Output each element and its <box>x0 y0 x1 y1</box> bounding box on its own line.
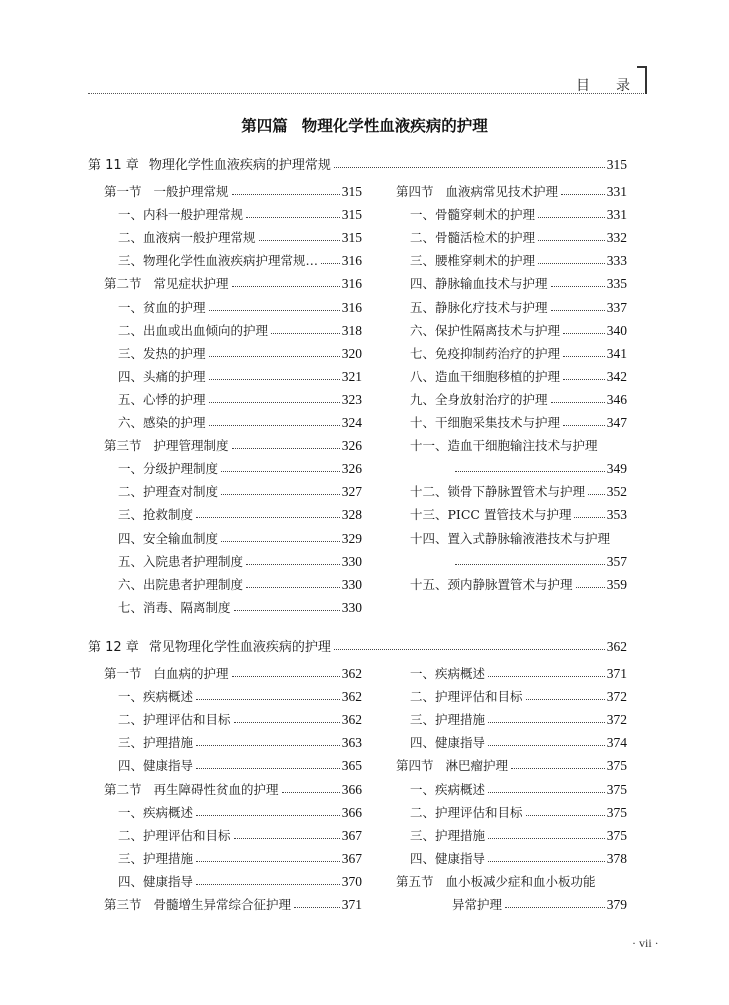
dot-leader <box>576 587 605 588</box>
toc-section-entry[interactable] <box>104 660 362 682</box>
toc-section-entry[interactable] <box>104 270 362 292</box>
dot-leader <box>488 722 605 723</box>
page-number: 331 <box>606 184 627 199</box>
entry-title: 五、入院患者护理制度 <box>118 553 244 569</box>
entry-title: 四、健康指导 <box>118 873 194 889</box>
entry-title: 一、分级护理制度 <box>118 461 219 477</box>
page-number: 375 <box>606 758 627 774</box>
entry-title: 异常护理 <box>452 897 503 912</box>
dot-leader <box>551 310 605 311</box>
entry-title: 十四、置入式静脉输液港技术与护理 <box>410 530 611 546</box>
entry-title: 五、心悸的护理 <box>118 391 206 407</box>
dot-leader <box>538 263 605 264</box>
toc-entry[interactable] <box>410 270 627 292</box>
entry-title: 七、消毒、隔离制度 <box>118 599 231 615</box>
entry-title: 五、静脉化疗技术与护理 <box>410 299 548 315</box>
toc-entry[interactable] <box>118 224 362 246</box>
page-number: 330 <box>341 576 362 592</box>
entry-title: 三、发热的护理 <box>118 345 206 361</box>
entry-title: 四、安全输血制度 <box>118 530 219 546</box>
entry-title: 六、出院患者护理制度 <box>118 576 244 592</box>
section-label: 第五节 <box>396 873 434 889</box>
section-title: 淋巴瘤护理 <box>445 758 509 774</box>
page-number: 362 <box>341 712 362 728</box>
toc-entry[interactable] <box>118 478 362 500</box>
dot-leader <box>321 263 340 264</box>
header-label: 目录 <box>576 78 656 94</box>
toc-entry[interactable] <box>118 548 362 570</box>
page-number: 371 <box>341 897 362 912</box>
entry-title: 十五、颈内静脉置管术与护理 <box>410 576 573 592</box>
page-number: 315 <box>341 207 362 223</box>
dot-leader <box>209 425 340 426</box>
dot-leader <box>246 217 340 218</box>
entry-title: 三、护理措施 <box>410 827 486 843</box>
entry-title: 二、护理评估和目标 <box>410 689 523 705</box>
toc-entry[interactable] <box>410 201 627 223</box>
entry-title: 四、健康指导 <box>410 850 486 866</box>
dot-leader <box>563 379 605 380</box>
entry-title: 二、护理查对制度 <box>118 484 219 500</box>
toc-entry[interactable] <box>410 317 627 339</box>
page-number: 366 <box>341 804 362 820</box>
entry-title: 一、疾病概述 <box>410 666 486 681</box>
page-number: 327 <box>341 484 362 500</box>
toc-entry[interactable] <box>452 455 627 477</box>
dot-leader <box>488 792 605 793</box>
entry-title: 三、腰椎穿刺术的护理 <box>410 253 536 269</box>
dot-leader <box>563 425 605 426</box>
entry-title: 二、护理评估和目标 <box>118 827 231 843</box>
toc-entry[interactable] <box>410 363 627 385</box>
toc-entry[interactable] <box>118 868 362 890</box>
dot-leader <box>334 649 605 650</box>
entry-title: 十三、PICC 置管技术与护理 <box>410 507 572 523</box>
toc-entry[interactable] <box>410 729 627 751</box>
toc-entry[interactable] <box>118 752 362 774</box>
dot-leader <box>196 745 340 746</box>
entry-title: 三、护理措施 <box>410 712 486 728</box>
page-number: 367 <box>341 827 362 843</box>
entry-title: 十、干细胞采集技术与护理 <box>410 415 561 430</box>
dot-leader <box>209 356 340 357</box>
page-number: 347 <box>606 415 627 430</box>
page-number: 374 <box>606 735 627 751</box>
entry-title: 三、护理措施 <box>118 850 194 866</box>
toc-section-entry[interactable] <box>104 891 362 913</box>
dot-leader <box>526 815 605 816</box>
page-number: 353 <box>606 507 627 523</box>
entry-title: 六、感染的护理 <box>118 415 206 430</box>
dot-leader <box>259 240 340 241</box>
toc-entry[interactable] <box>410 660 627 682</box>
toc-section-entry[interactable] <box>396 868 627 890</box>
section-label: 第四节 <box>396 184 434 199</box>
toc-entry[interactable] <box>410 247 627 269</box>
dot-leader <box>196 517 340 518</box>
dot-leader <box>563 356 605 357</box>
entry-title: 四、静脉输血技术与护理 <box>410 276 548 292</box>
section-title: 一般护理常规 <box>153 184 229 199</box>
dot-leader <box>234 838 340 839</box>
entry-title: 四、健康指导 <box>410 735 486 751</box>
toc-entry[interactable] <box>118 363 362 385</box>
page-number: 375 <box>606 781 627 797</box>
toc-entry[interactable] <box>118 317 362 339</box>
toc-entry[interactable] <box>118 501 362 523</box>
dot-leader <box>488 676 605 677</box>
toc-entry[interactable] <box>118 571 362 593</box>
page-number: 342 <box>606 368 627 384</box>
entry-title: 一、贫血的护理 <box>118 299 206 315</box>
entry-title: 一、内科一般护理常规 <box>118 207 244 223</box>
section-label: 第三节 <box>104 438 142 454</box>
page-number: 335 <box>606 276 627 292</box>
toc-entry[interactable] <box>410 706 627 728</box>
dot-leader <box>561 194 605 195</box>
entry-title: 三、物理化学性血液疾病护理常规… <box>118 253 319 269</box>
toc-entry[interactable] <box>410 525 627 547</box>
page-number: 372 <box>606 712 627 728</box>
dot-leader <box>488 745 605 746</box>
page-number: 366 <box>341 781 362 797</box>
section-title: 常见症状护理 <box>153 276 229 292</box>
entry-title: 八、造血干细胞移植的护理 <box>410 368 561 384</box>
toc-entry[interactable] <box>410 822 627 844</box>
toc-entry[interactable] <box>410 340 627 362</box>
page-number: 379 <box>606 897 627 912</box>
toc-entry[interactable] <box>410 294 627 316</box>
page-number: 316 <box>341 276 362 292</box>
toc-entry[interactable] <box>118 201 362 223</box>
dot-leader <box>574 517 604 518</box>
chapter-number: 第 11 章 <box>88 158 139 173</box>
page-number: 375 <box>606 804 627 820</box>
page-number: 341 <box>606 345 627 361</box>
entry-title: 十二、锁骨下静脉置管术与护理 <box>410 484 586 500</box>
toc-entry[interactable] <box>410 683 627 705</box>
section-label: 第二节 <box>104 781 142 797</box>
dot-leader <box>221 494 340 495</box>
toc-entry[interactable] <box>410 799 627 821</box>
entry-title: 一、疾病概述 <box>410 781 486 797</box>
part-title-text: 物理化学性血液疾病的护理 <box>301 117 488 135</box>
dot-leader <box>234 610 340 611</box>
toc-entry[interactable] <box>410 224 627 246</box>
dot-leader <box>221 541 340 542</box>
entry-title: 七、免疫抑制药治疗的护理 <box>410 345 561 361</box>
entry-title: 一、骨髓穿刺术的护理 <box>410 207 536 223</box>
toc-entry[interactable] <box>410 776 627 798</box>
dot-leader <box>196 768 340 769</box>
page-number: 315 <box>341 230 362 246</box>
page-number: 320 <box>341 345 362 361</box>
dot-leader <box>455 564 605 565</box>
dot-leader <box>294 907 340 908</box>
dot-leader <box>196 815 340 816</box>
dot-leader <box>221 471 340 472</box>
section-label: 第一节 <box>104 666 142 681</box>
toc-entry[interactable] <box>410 409 627 431</box>
dot-leader <box>505 907 605 908</box>
page-number: 333 <box>606 253 627 269</box>
dot-leader <box>271 333 340 334</box>
toc-entry[interactable] <box>410 386 627 408</box>
toc-entry[interactable] <box>118 525 362 547</box>
entry-title: 二、血液病一般护理常规 <box>118 230 256 246</box>
entry-title: 三、护理措施 <box>118 735 194 751</box>
toc-entry[interactable] <box>410 501 627 523</box>
toc-entry[interactable] <box>410 432 627 454</box>
dot-leader <box>334 167 605 168</box>
dot-leader <box>246 564 340 565</box>
dot-leader <box>282 792 340 793</box>
part-label: 第四篇 <box>241 117 288 135</box>
section-title: 骨髓增生异常综合征护理 <box>153 897 292 912</box>
dot-leader <box>588 494 605 495</box>
entry-title: 六、保护性隔离技术与护理 <box>410 322 561 338</box>
entry-title: 一、疾病概述 <box>118 689 194 705</box>
page-number: 340 <box>606 322 627 338</box>
toc-entry[interactable] <box>410 571 627 593</box>
chapter-number: 第 12 章 <box>88 640 139 655</box>
page-number: 359 <box>606 576 627 592</box>
entry-title: 三、抢救制度 <box>118 507 194 523</box>
entry-title: 二、护理评估和目标 <box>410 804 523 820</box>
page-number: 337 <box>606 299 627 315</box>
chapter-heading[interactable] <box>88 633 627 655</box>
page-number: 326 <box>341 461 362 477</box>
page-number: 372 <box>606 689 627 705</box>
entry-title: 二、骨髓活检术的护理 <box>410 230 536 246</box>
page-number: 331 <box>606 207 627 223</box>
section-label: 第三节 <box>104 897 142 912</box>
chapter-heading[interactable] <box>88 151 627 173</box>
toc-entry[interactable] <box>410 845 627 867</box>
entry-title: 二、出血或出血倾向的护理 <box>118 322 269 338</box>
page-number: 370 <box>341 873 362 889</box>
section-label: 第四节 <box>396 758 434 774</box>
page-number: 346 <box>606 391 627 407</box>
toc-entry[interactable] <box>118 706 362 728</box>
page-number: 316 <box>341 253 362 269</box>
toc-entry[interactable] <box>118 729 362 751</box>
page-number: 330 <box>341 599 362 615</box>
dot-leader <box>563 333 605 334</box>
page-number: 329 <box>341 530 362 546</box>
toc-section-entry[interactable] <box>104 178 362 200</box>
dot-leader <box>551 402 605 403</box>
page-number: 363 <box>341 735 362 751</box>
dot-leader <box>538 240 605 241</box>
entry-title: 九、全身放射治疗的护理 <box>410 391 548 407</box>
dot-leader <box>209 402 340 403</box>
page-number: 365 <box>341 758 362 774</box>
dot-leader <box>209 310 340 311</box>
page-number: 357 <box>606 553 627 569</box>
toc-section-entry[interactable] <box>104 432 362 454</box>
dot-leader <box>526 699 605 700</box>
entry-title: 一、疾病概述 <box>118 804 194 820</box>
dot-leader <box>209 379 340 380</box>
dot-leader <box>232 676 340 677</box>
dot-leader <box>488 838 605 839</box>
page-number: 326 <box>341 438 362 454</box>
toc-section-entry[interactable] <box>452 891 627 913</box>
page-number: 332 <box>606 230 627 246</box>
dot-leader <box>538 217 605 218</box>
toc-entry[interactable] <box>410 478 627 500</box>
page-number: 349 <box>606 461 627 477</box>
toc-entry[interactable] <box>118 294 362 316</box>
section-title: 血液病常见技术护理 <box>445 184 559 199</box>
page-number: 330 <box>341 553 362 569</box>
dot-leader <box>232 286 340 287</box>
toc-entry[interactable] <box>118 594 362 616</box>
page-number: 362 <box>341 689 362 705</box>
entry-title: 二、护理评估和目标 <box>118 712 231 728</box>
toc-entry[interactable] <box>118 340 362 362</box>
part-title <box>0 114 729 136</box>
toc-entry[interactable] <box>118 683 362 705</box>
header-corner-mark <box>637 66 647 94</box>
dot-leader <box>234 722 340 723</box>
page-number: 321 <box>341 368 362 384</box>
chapter-title: 常见物理化学性血液疾病的护理 <box>148 640 331 655</box>
toc-entry[interactable] <box>118 386 362 408</box>
page-number: 362 <box>341 666 362 681</box>
page-number: 375 <box>606 827 627 843</box>
page-number: 371 <box>606 666 627 681</box>
entry-title: 四、头痛的护理 <box>118 368 206 384</box>
section-title: 护理管理制度 <box>153 438 229 454</box>
page-number: 323 <box>341 391 362 407</box>
header-rule <box>88 93 644 94</box>
toc-entry[interactable] <box>118 455 362 477</box>
toc-entry[interactable] <box>118 247 362 269</box>
page-number: 315 <box>606 157 627 172</box>
page-number: 318 <box>341 322 362 338</box>
toc-entry[interactable] <box>452 548 627 570</box>
entry-title: 十一、造血干细胞输注技术与护理 <box>410 438 598 454</box>
toc-entry[interactable] <box>118 409 362 431</box>
toc-section-entry[interactable] <box>104 776 362 798</box>
dot-leader <box>511 768 605 769</box>
page-number: 362 <box>606 639 627 654</box>
dot-leader <box>551 286 605 287</box>
section-label: 第二节 <box>104 276 142 292</box>
dot-leader <box>196 861 340 862</box>
toc-entry[interactable] <box>118 845 362 867</box>
dot-leader <box>488 861 605 862</box>
page-number: 378 <box>606 850 627 866</box>
section-title: 血小板减少症和血小板功能 <box>445 873 596 889</box>
page-number: 352 <box>606 484 627 500</box>
page-number: 367 <box>341 850 362 866</box>
section-label: 第一节 <box>104 184 142 199</box>
toc-entry[interactable] <box>118 822 362 844</box>
toc-entry[interactable] <box>118 799 362 821</box>
folio: · vii · <box>632 936 659 950</box>
section-title: 白血病的护理 <box>153 666 229 681</box>
page-number: 316 <box>341 299 362 315</box>
page-number: 324 <box>341 415 362 430</box>
toc-section-entry[interactable] <box>396 178 627 200</box>
page-number: 328 <box>341 507 362 523</box>
dot-leader <box>232 448 340 449</box>
section-title: 再生障碍性贫血的护理 <box>153 781 279 797</box>
dot-leader <box>246 587 340 588</box>
dot-leader <box>196 699 340 700</box>
dot-leader <box>232 194 340 195</box>
chapter-title: 物理化学性血液疾病的护理常规 <box>148 158 331 173</box>
toc-section-entry[interactable] <box>396 752 627 774</box>
dot-leader <box>196 884 340 885</box>
entry-title: 四、健康指导 <box>118 758 194 774</box>
page-number: 315 <box>341 184 362 199</box>
dot-leader <box>455 471 605 472</box>
